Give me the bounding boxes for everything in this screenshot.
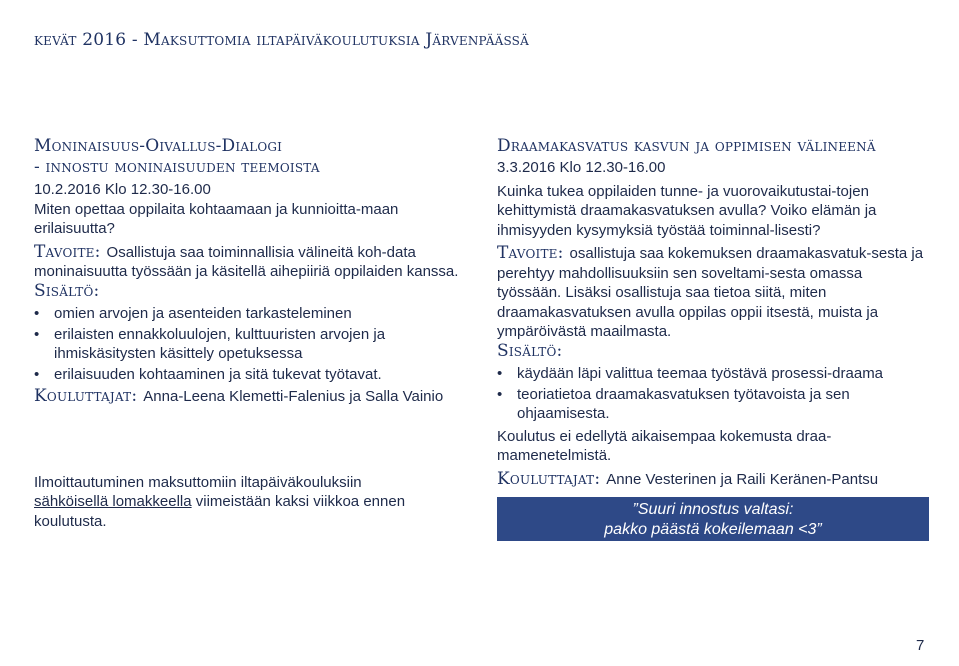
bullet-icon: • <box>34 305 40 322</box>
left-column <box>34 136 466 531</box>
course-date: 3.3.2016 Klo 12.30-16.00 <box>497 159 666 176</box>
goal-text: osallistuja saa kokemuksen draamakasvatuk-sesta ja perehtyy mahdollisuuksiin sen soveltami-sesta omassa työssään. Lisäksi osallistuja saa tietoa siitä, miten draamakasvatuksen avulla oppilas oppii itsestä, muista ja ympäröivästä maailmasta. <box>497 245 924 340</box>
bullet-icon: • <box>497 365 503 382</box>
course-question: Kuinka tukea oppilaiden tunne- ja vuorovaikutustai-tojen kehittymistä draamakasvatuksen avulla? Voiko elämän ja ihmisyyden kysymyksiä työstää toiminnal-lisesti? <box>497 182 877 239</box>
content-list <box>34 304 466 384</box>
goal-text: Osallistuja saa toiminnallisia välineitä koh-data moninaisuutta työssään ja käsitellä aihepiiriä oppilaiden kanssa. <box>34 243 459 280</box>
course-date: 10.2.2016 Klo 12.30-16.00 <box>34 181 211 198</box>
trainers-text: Anna-Leena Klemetti-Falenius ja Salla Vainio <box>143 388 444 405</box>
prerequisite-note: Koulutus ei edellytä aikaisempaa kokemusta draa-mamenetelmistä. <box>497 427 832 464</box>
list-item: • käydään läpi valittua teemaa työstävä prosessi-draama <box>497 365 884 382</box>
section-heading-drama: Draamakasvatus kasvun ja oppimisen välineenä <box>497 136 876 156</box>
page-number: 7 <box>916 637 925 654</box>
quote-line-1: ”Suuri innostus valtasi: <box>632 501 794 518</box>
right-column <box>497 136 929 541</box>
bullet-icon: • <box>34 325 40 343</box>
bullet-icon: • <box>34 365 40 383</box>
testimonial-quote-box <box>497 497 929 541</box>
list-item: • erilaisuuden kohtaaminen ja sitä tukevat työtavat. <box>34 365 382 383</box>
course-goal <box>34 243 466 282</box>
bullet-icon: • <box>497 385 503 403</box>
goal-label: Tavoite: <box>497 243 564 263</box>
section-subheading-diversity: - innostu moninaisuuden teemoista <box>34 157 320 177</box>
list-item: • erilaisten ennakkoluulojen, kulttuuristen arvojen ja ihmiskäsitysten käsittely opetuksessa <box>34 325 386 362</box>
quote-line-2: pakko päästä kokeilemaan <3” <box>604 521 822 538</box>
content-label: Sisältö: <box>497 340 563 361</box>
goal-label: Tavoite: <box>34 241 101 262</box>
content-label: Sisältö: <box>34 280 100 301</box>
list-item: • teoriatietoa draamakasvatuksen työtavoista ja sen ohjaamisesta. <box>497 385 850 422</box>
trainers <box>497 470 929 490</box>
content-list <box>497 364 929 424</box>
trainers-label: Kouluttajat: <box>34 386 138 406</box>
course-goal <box>497 244 929 342</box>
page-title: kevät 2016 - Maksuttomia iltapäiväkoulutuksia Järvenpäässä <box>34 30 529 50</box>
trainers-label: Kouluttajat: <box>497 468 601 489</box>
content-heading <box>34 282 466 302</box>
trainers-text: Anne Vesterinen ja Raili Keränen-Pantsu <box>606 470 879 488</box>
list-item: • omien arvojen ja asenteiden tarkasteleminen <box>34 305 352 322</box>
signup-info <box>34 473 466 532</box>
signup-form-link[interactable]: sähköisellä lomakkeella <box>34 493 192 510</box>
signup-text-1: Ilmoittautuminen maksuttomiin iltapäiväkouluksiin <box>34 473 362 491</box>
signup-text-2: viimeistään kaksi viikkoa ennen koulutusta. <box>34 493 406 530</box>
section-heading-diversity: Moninaisuus-Oivallus-Dialogi <box>34 136 283 156</box>
content-heading <box>497 342 929 362</box>
trainers <box>34 387 466 407</box>
course-question: Miten opettaa oppilaita kohtaamaan ja kunnioitta-maan erilaisuutta? <box>34 200 399 237</box>
